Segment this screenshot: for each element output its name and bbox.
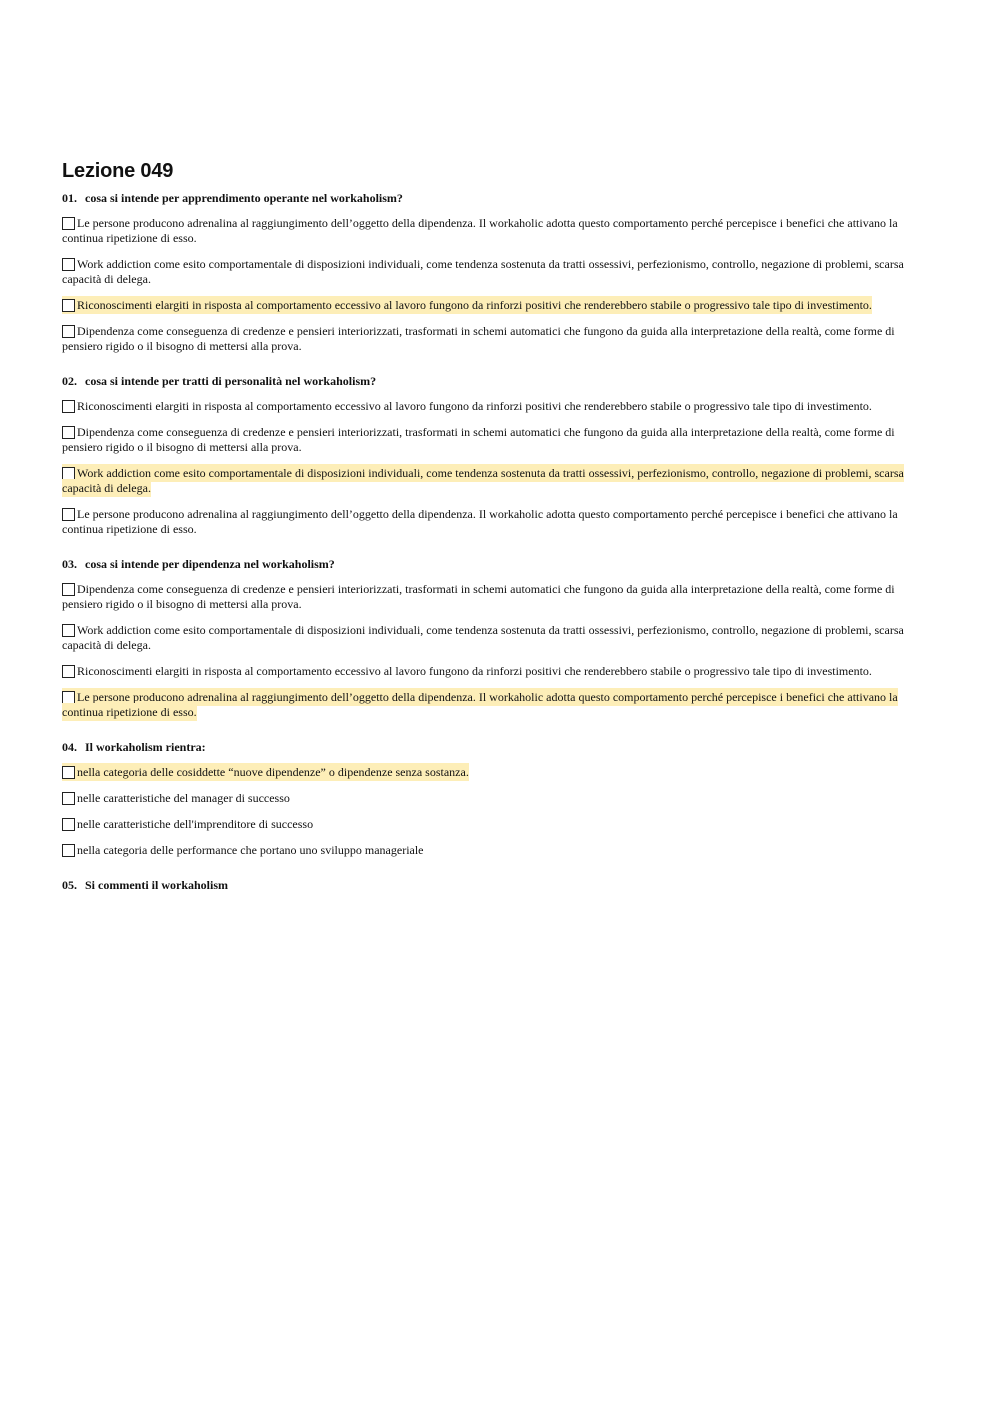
answer-option-label: Riconoscimenti elargiti in risposta al comportamento eccessivo al lavoro fungono da rinforzi positivi che renderebbero stabile o progressivo tale tipo di investimento. — [77, 298, 872, 312]
answer-option-label: Dipendenza come conseguenza di credenze e pensieri interiorizzati, trasformati in schemi automatici che fungono da guida alla interpretazione della realtà, come forme di pensiero rigido o il bisogno di mettersi alla prova. — [62, 425, 895, 454]
question-5 — [62, 878, 936, 892]
answer-option-text — [62, 255, 904, 288]
answer-option-label: Dipendenza come conseguenza di credenze e pensieri interiorizzati, trasformati in schemi automatici che fungono da guida alla interpretazione della realtà, come forme di pensiero rigido o il bisogno di mettersi alla prova. — [62, 324, 895, 353]
answer-option[interactable] — [62, 843, 936, 858]
answer-option-label: Dipendenza come conseguenza di credenze e pensieri interiorizzati, trasformati in schemi automatici che fungono da guida alla interpretazione della realtà, come forme di pensiero rigido o il bisogno di mettersi alla prova. — [62, 582, 895, 611]
answer-option-text — [62, 662, 872, 680]
answer-option-label: nelle caratteristiche dell'imprenditore di successo — [77, 817, 314, 831]
answer-option-text — [62, 296, 872, 314]
answer-option-text — [62, 423, 895, 456]
checkbox-icon[interactable] — [62, 467, 75, 480]
answer-option-label: Le persone producono adrenalina al raggiungimento dell’oggetto della dipendenza. Il workaholic adotta questo comportamento perché percepisce i benefici che attivano la continua ripetizione di esso. — [62, 690, 898, 719]
answer-option[interactable] — [62, 664, 936, 679]
question-2 — [62, 374, 936, 537]
answer-option-text — [62, 322, 895, 355]
answer-option-text — [62, 815, 313, 833]
answer-option[interactable] — [62, 817, 936, 832]
checkbox-icon[interactable] — [62, 400, 75, 413]
checkbox-icon[interactable] — [62, 258, 75, 271]
answer-option-text — [62, 841, 424, 859]
answer-option-highlighted[interactable] — [62, 298, 936, 313]
answer-option-text — [62, 580, 895, 613]
question-heading — [62, 878, 936, 892]
checkbox-icon[interactable] — [62, 844, 75, 857]
answer-option[interactable] — [62, 216, 936, 246]
question-number: 04. — [62, 740, 77, 754]
answer-option-text — [62, 789, 290, 807]
answer-option[interactable] — [62, 791, 936, 806]
answer-option-highlighted[interactable] — [62, 765, 936, 780]
question-heading — [62, 557, 936, 571]
answer-option[interactable] — [62, 324, 936, 354]
answer-option[interactable] — [62, 507, 936, 537]
answer-option-label: Riconoscimenti elargiti in risposta al comportamento eccessivo al lavoro fungono da rinforzi positivi che renderebbero stabile o progressivo tale tipo di investimento. — [77, 664, 872, 678]
answer-option-label: nelle caratteristiche del manager di successo — [77, 791, 290, 805]
answer-option-label: Work addiction come esito comportamentale di disposizioni individuali, come tendenza sostenuta da tratti ossessivi, perfezionismo, controllo, negazione di problemi, scarsa capacità di delega. — [62, 257, 904, 286]
answer-option-label: Le persone producono adrenalina al raggiungimento dell’oggetto della dipendenza. Il workaholic adotta questo comportamento perché percepisce i benefici che attivano la continua ripetizione di esso. — [62, 507, 898, 536]
question-heading — [62, 740, 936, 754]
question-text: Si commenti il workaholism — [85, 878, 228, 892]
answer-option-text — [62, 763, 469, 781]
checkbox-icon[interactable] — [62, 766, 75, 779]
answer-option-label: nella categoria delle performance che portano uno sviluppo manageriale — [77, 843, 424, 857]
answer-option-text — [62, 214, 898, 247]
checkbox-icon[interactable] — [62, 325, 75, 338]
answer-option-label: Riconoscimenti elargiti in risposta al comportamento eccessivo al lavoro fungono da rinforzi positivi che renderebbero stabile o progressivo tale tipo di investimento. — [77, 399, 872, 413]
checkbox-icon[interactable] — [62, 426, 75, 439]
question-3 — [62, 557, 936, 720]
question-heading — [62, 191, 936, 205]
checkbox-icon[interactable] — [62, 624, 75, 637]
document-page — [62, 160, 936, 912]
question-text: cosa si intende per apprendimento operante nel workaholism? — [85, 191, 403, 205]
question-number: 05. — [62, 878, 77, 892]
checkbox-icon[interactable] — [62, 665, 75, 678]
checkbox-icon[interactable] — [62, 818, 75, 831]
answer-option-label: Work addiction come esito comportamentale di disposizioni individuali, come tendenza sostenuta da tratti ossessivi, perfezionismo, controllo, negazione di problemi, scarsa capacità di delega. — [62, 623, 904, 652]
question-heading — [62, 374, 936, 388]
answer-option-label: Le persone producono adrenalina al raggiungimento dell’oggetto della dipendenza. Il workaholic adotta questo comportamento perché percepisce i benefici che attivano la continua ripetizione di esso. — [62, 216, 898, 245]
answer-option-label: Work addiction come esito comportamentale di disposizioni individuali, come tendenza sostenuta da tratti ossessivi, perfezionismo, controllo, negazione di problemi, scarsa capacità di delega. — [62, 466, 904, 495]
answer-option[interactable] — [62, 425, 936, 455]
checkbox-icon[interactable] — [62, 508, 75, 521]
checkbox-icon[interactable] — [62, 792, 75, 805]
question-text: cosa si intende per tratti di personalità nel workaholism? — [85, 374, 377, 388]
answer-option-highlighted[interactable] — [62, 690, 936, 720]
checkbox-icon[interactable] — [62, 691, 75, 704]
question-number: 02. — [62, 374, 77, 388]
question-number: 01. — [62, 191, 77, 205]
answer-option[interactable] — [62, 399, 936, 414]
answer-option-text — [62, 464, 904, 497]
answer-option-highlighted[interactable] — [62, 466, 936, 496]
page-title: Lezione 049 — [62, 160, 174, 182]
question-text: Il workaholism rientra: — [85, 740, 206, 754]
question-1 — [62, 191, 936, 354]
question-4 — [62, 740, 936, 858]
answer-option[interactable] — [62, 623, 936, 653]
answer-option-text — [62, 505, 898, 538]
question-text: cosa si intende per dipendenza nel workaholism? — [85, 557, 335, 571]
answer-option-label: nella categoria delle cosiddette “nuove dipendenze” o dipendenze senza sostanza. — [77, 765, 469, 779]
answer-option-text — [62, 397, 872, 415]
answer-option[interactable] — [62, 257, 936, 287]
checkbox-icon[interactable] — [62, 583, 75, 596]
answer-option[interactable] — [62, 582, 936, 612]
question-number: 03. — [62, 557, 77, 571]
answer-option-text — [62, 621, 904, 654]
checkbox-icon[interactable] — [62, 299, 75, 312]
answer-option-text — [62, 688, 898, 721]
question-list — [62, 191, 936, 892]
checkbox-icon[interactable] — [62, 217, 75, 230]
